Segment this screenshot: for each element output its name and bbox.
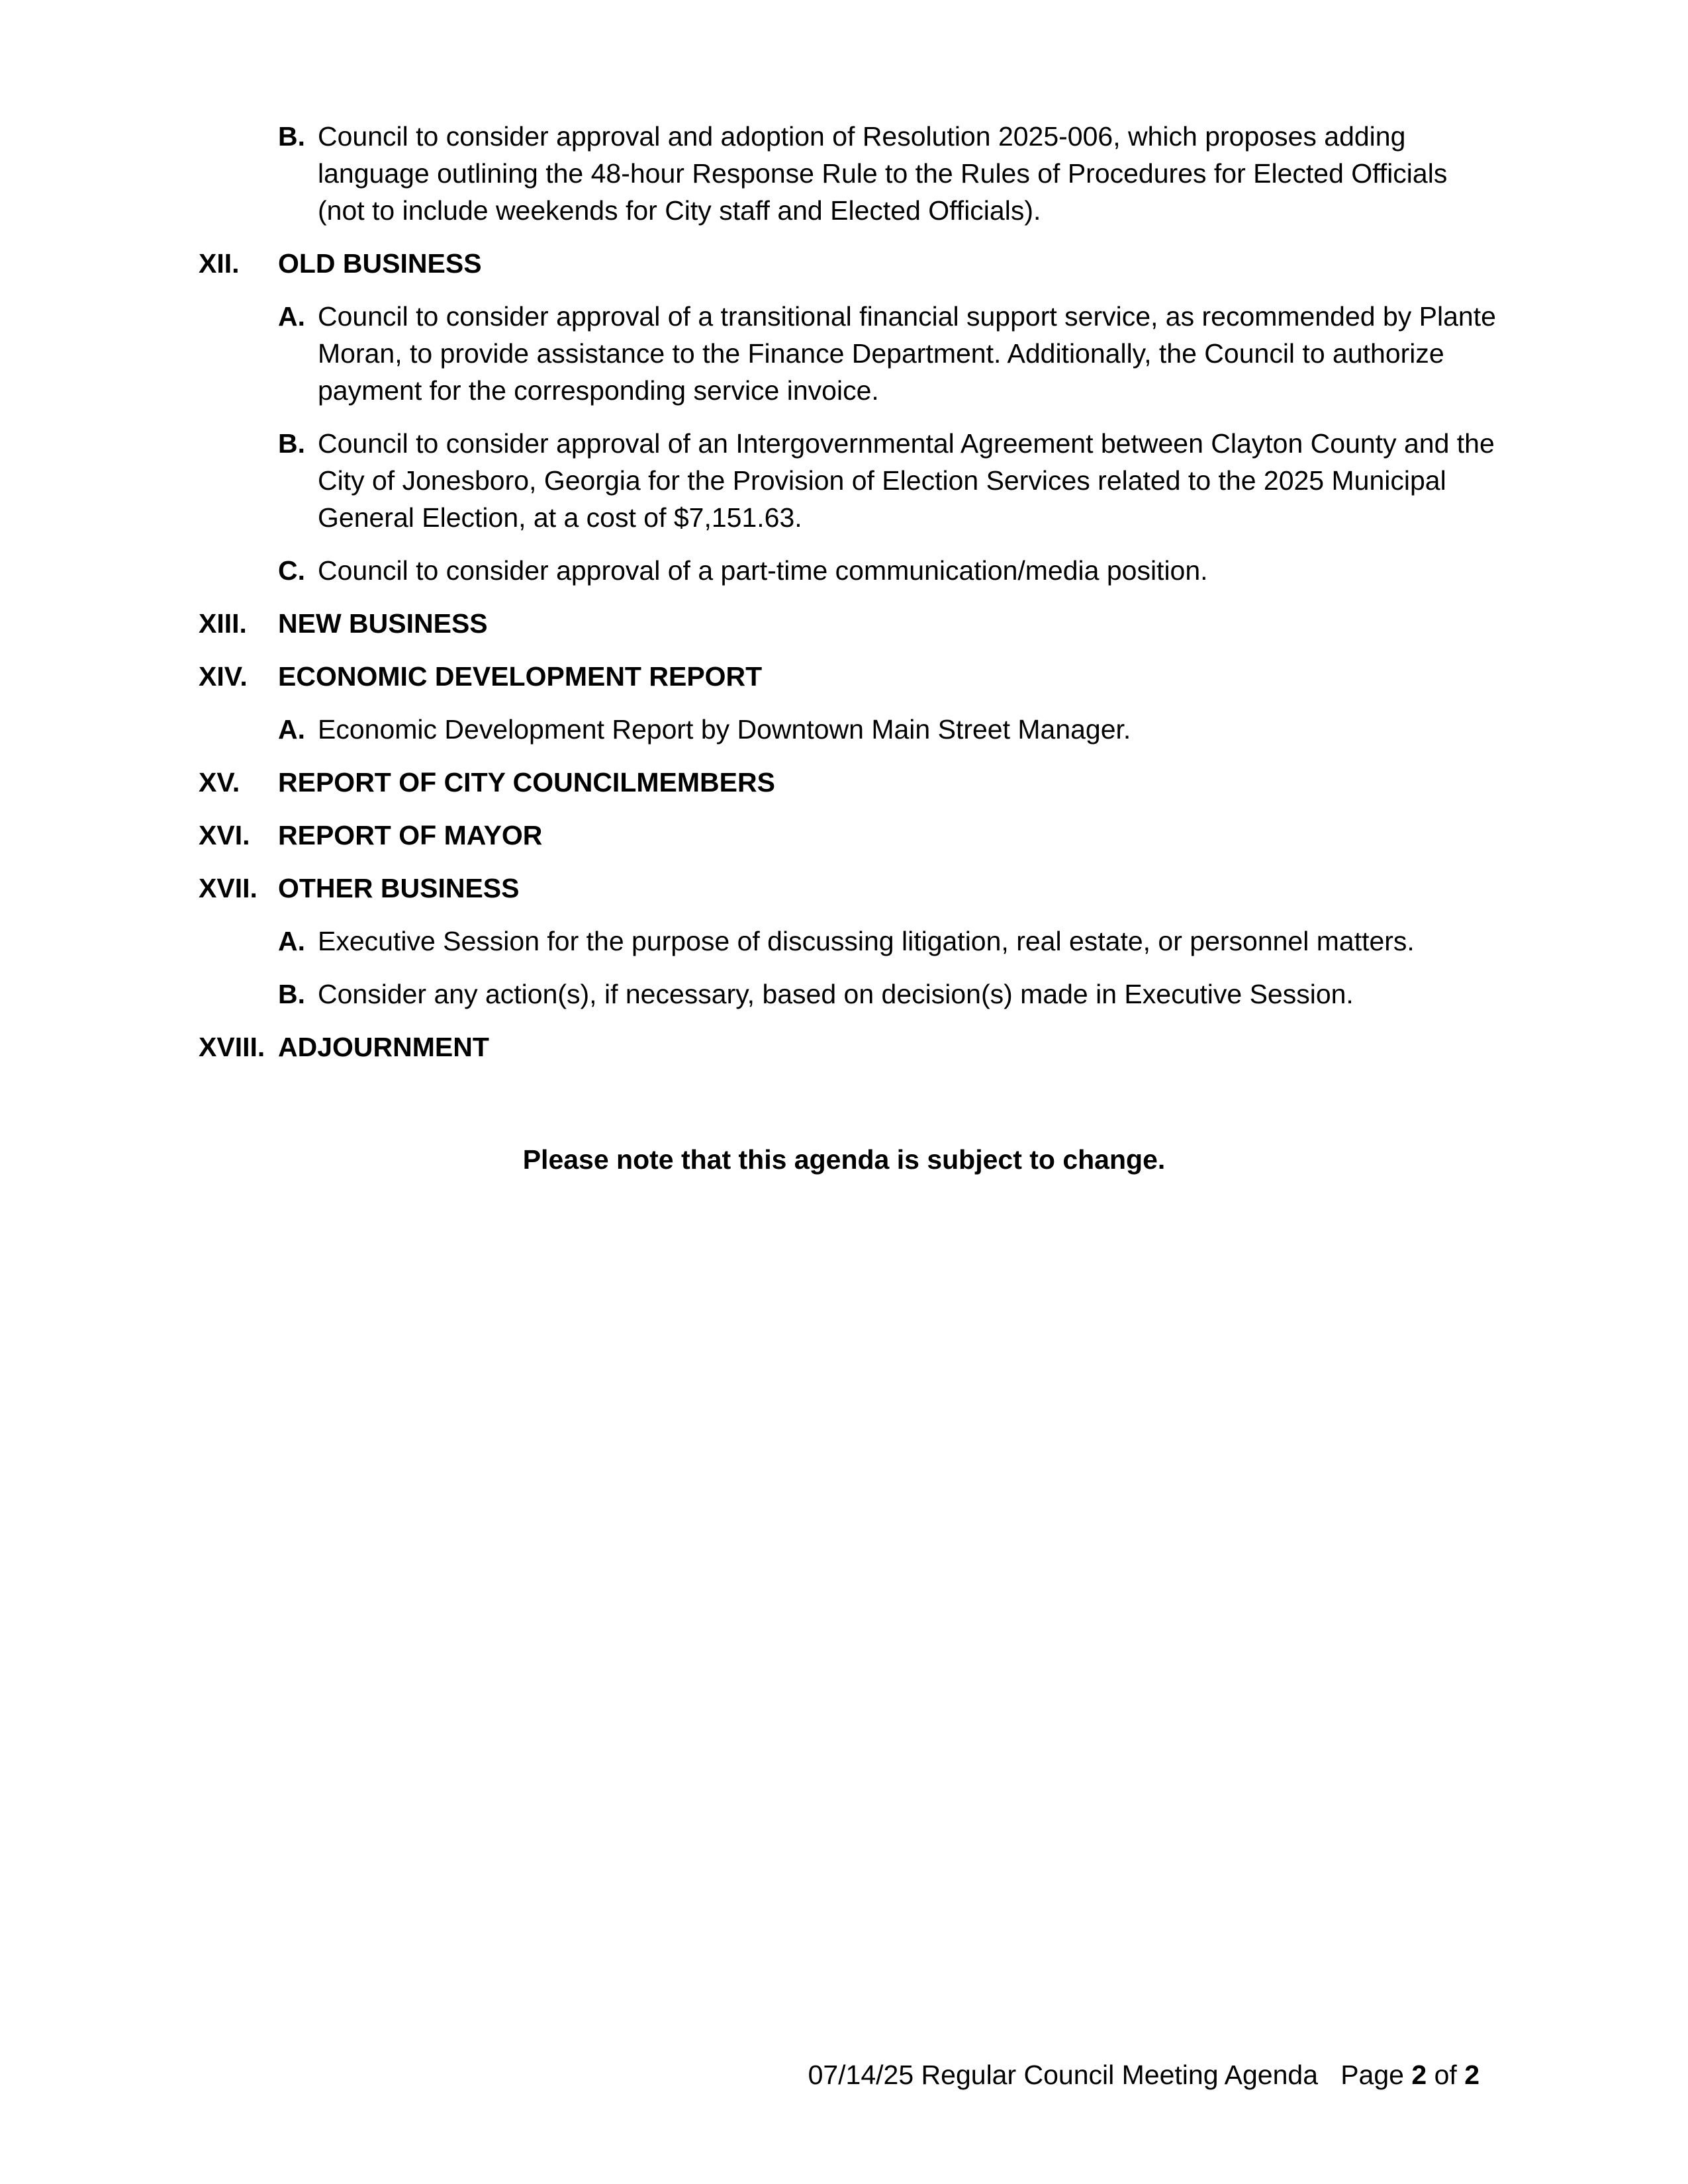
agenda-change-note: Please note that this agenda is subject to change.: [522, 1144, 1166, 1175]
agenda-body: [199, 118, 1496, 1081]
section-title: OTHER BUSINESS: [278, 873, 520, 903]
item-text: Consider any action(s), if necessary, based on decision(s) made in Executive Session.: [318, 979, 1354, 1009]
section-number: XIII.: [199, 608, 247, 639]
section-title: NEW BUSINESS: [278, 608, 488, 639]
agenda-item: [199, 298, 1496, 409]
agenda-item: [199, 118, 1496, 229]
section-number: XV.: [199, 767, 240, 797]
footer-page-total: 2: [1464, 2060, 1479, 2090]
item-text: Economic Development Report by Downtown Main Street Manager.: [318, 714, 1131, 745]
agenda-section-mayor-report: [199, 817, 1496, 854]
section-title: REPORT OF MAYOR: [278, 820, 543, 850]
item-text: Council to consider approval of a part-time communication/media position.: [318, 555, 1208, 586]
item-letter: B.: [278, 121, 305, 152]
item-letter: B.: [278, 428, 305, 459]
section-title: REPORT OF CITY COUNCILMEMBERS: [278, 767, 775, 797]
footer-page-word: Page: [1340, 2060, 1404, 2090]
section-title: ECONOMIC DEVELOPMENT REPORT: [278, 661, 763, 692]
agenda-section-councilmembers-report: [199, 764, 1496, 801]
item-text: Council to consider approval of a transitional financial support service, as recommended by Plante Moran, to provide assistance to the Finance Department. Additionally, the Council to authorize payment for the corresponding service invoice.: [318, 301, 1496, 406]
item-text: Executive Session for the purpose of discussing litigation, real estate, or personnel matters.: [318, 926, 1415, 956]
item-text: Council to consider approval of an Intergovernmental Agreement between Clayton County and the City of Jonesboro, Georgia for the Provision of Election Services related to the 2025 Municipal General Election, at a cost of $7,151.63.: [318, 428, 1495, 533]
agenda-section-economic-development: [199, 658, 1496, 695]
agenda-item: [199, 711, 1496, 748]
agenda-section-new-business: [199, 605, 1496, 642]
agenda-item: [199, 552, 1496, 589]
section-title: ADJOURNMENT: [278, 1032, 489, 1062]
section-number: XII.: [199, 248, 240, 279]
section-number: XIV.: [199, 661, 248, 692]
section-number: XVII.: [199, 873, 258, 903]
footer-page-current: 2: [1411, 2060, 1427, 2090]
footer-label: 07/14/25 Regular Council Meeting Agenda: [808, 2060, 1318, 2090]
agenda-section-old-business: [199, 245, 1496, 282]
item-text: Council to consider approval and adoption of Resolution 2025-006, which proposes adding language outlining the 48-hour Response Rule to the Rules of Procedures for Elected Officials (not to include weekends for City staff and Elected Officials).: [318, 121, 1448, 226]
section-number: XVI.: [199, 820, 250, 850]
item-letter: A.: [278, 714, 305, 745]
section-title: OLD BUSINESS: [278, 248, 482, 279]
agenda-item: [199, 976, 1496, 1013]
item-letter: A.: [278, 301, 305, 332]
agenda-item: [199, 923, 1496, 960]
item-letter: A.: [278, 926, 305, 956]
agenda-section-adjournment: [199, 1028, 1496, 1066]
item-letter: B.: [278, 979, 305, 1009]
agenda-item: [199, 425, 1496, 536]
section-number: XVIII.: [199, 1032, 265, 1062]
agenda-section-other-business: [199, 870, 1496, 907]
footer-of-word: of: [1434, 2060, 1457, 2090]
item-letter: C.: [278, 555, 305, 586]
page-footer: [808, 2058, 1479, 2091]
